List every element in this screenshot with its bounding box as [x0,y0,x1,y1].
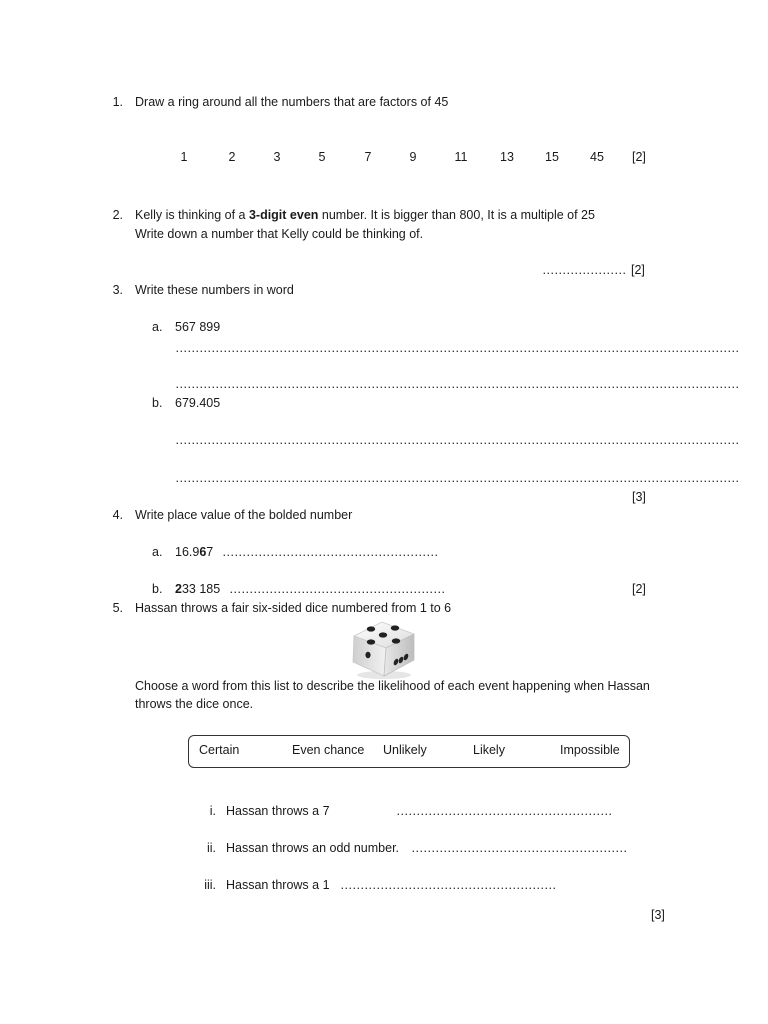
q2-line1: Kelly is thinking of a 3-digit even number. It is bigger than 800, It is a multiple of 25 [135,208,595,222]
q5-item-ii-answer-line[interactable]: ……………………………………………… [411,841,627,855]
q5-marks: [3] [651,908,665,922]
q4b-bold-digit: 2 [175,582,182,596]
q1-factor[interactable]: 45 [590,150,604,164]
q4-number: 4. [112,508,123,522]
q4a-answer-line[interactable]: ……………………………………………… [222,545,438,559]
q1-factor[interactable]: 13 [500,150,514,164]
q1-factor[interactable]: 15 [545,150,559,164]
q5-number: 5. [112,601,123,615]
q3-text: Write these numbers in word [135,283,294,297]
q1-factor[interactable]: 1 [180,150,188,164]
q4a-number: 16.967 [175,545,214,559]
q5-item-iii-text: Hassan throws a 1 [226,878,330,892]
q3b-answer-line-1[interactable]: …………………………………………………………………………………………………………………………… [175,433,739,447]
q1-marks: [2] [632,150,646,164]
q5-item-ii-label: ii. [206,841,216,855]
q4b-number: 233 185 [175,582,221,596]
option-certain: Certain [199,743,240,757]
q1-factor[interactable]: 3 [273,150,281,164]
q5-item-i-answer-line[interactable]: ……………………………………………… [396,804,612,818]
q4b-label: b. [152,582,163,596]
q3b-value: 679.405 [175,396,221,410]
q2-number: 2. [112,208,123,222]
q1-factor[interactable]: 5 [318,150,326,164]
q2-marks: [2] [631,263,645,277]
q3-number: 3. [112,283,123,297]
q4b-answer-line[interactable]: ……………………………………………… [229,582,445,596]
option-impossible: Impossible [560,743,620,757]
q1-factor[interactable]: 9 [409,150,417,164]
q1-factor[interactable]: 11 [454,150,468,164]
likelihood-options-box [188,735,630,768]
q1-text: Draw a ring around all the numbers that are factors of 45 [135,95,449,109]
q3-marks: [3] [632,490,646,504]
q3b-label: b. [152,396,163,410]
q2-line2: Write down a number that Kelly could be thinking of. [135,227,424,241]
q5-item-i-text: Hassan throws a 7 [226,804,330,818]
q3a-answer-line-1[interactable]: …………………………………………………………………………………………………………………………… [175,341,739,355]
q5-item-ii-text: Hassan throws an odd number. [226,841,400,855]
q5-text: Hassan throws a fair six-sided dice numbered from 1 to 6 [135,601,452,615]
q2-bold-phrase: 3-digit even [248,208,319,222]
option-even-chance: Even chance [292,743,365,757]
q5-instruction-line2: throws the dice once. [135,697,254,711]
q5-instruction-line1: Choose a word from this list to describe the likelihood of each event happening when Hassan [135,679,650,693]
q5-item-iii-answer-line[interactable]: ……………………………………………… [340,878,556,892]
dice-icon [348,618,420,683]
q5-item-iii-label: iii. [204,878,216,892]
q1-number: 1. [112,95,123,109]
q3a-answer-line-2[interactable]: …………………………………………………………………………………………………………………………… [175,377,739,391]
q3b-answer-line-2[interactable]: …………………………………………………………………………………………………………………………… [175,471,739,485]
q4-text: Write place value of the bolded number [135,508,353,522]
option-likely: Likely [473,743,505,757]
q2-answer-line[interactable]: ………………… [542,263,626,277]
q4a-bold-digit: 6 [199,545,207,559]
q1-factor[interactable]: 7 [364,150,372,164]
q4a-label: a. [152,545,163,559]
option-unlikely: Unlikely [383,743,427,757]
q5-item-i-label: i. [209,804,216,818]
q1-factor[interactable]: 2 [228,150,236,164]
q3a-label: a. [152,320,163,334]
q4-marks: [2] [632,582,646,596]
q3a-value: 567 899 [175,320,221,334]
